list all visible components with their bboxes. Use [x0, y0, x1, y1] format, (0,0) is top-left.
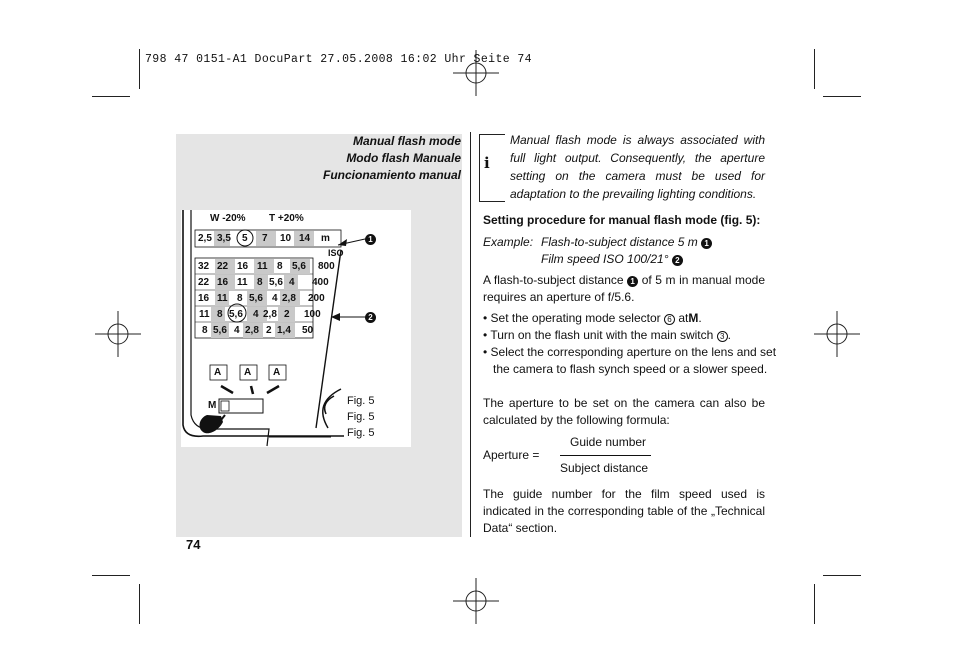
mode-button-label: A [244, 367, 252, 378]
zoom-tele-label: T +20% [269, 213, 304, 224]
example-label: Example: [483, 235, 534, 249]
switch-label-m: M [208, 400, 217, 411]
iso-value: 200 [308, 293, 325, 304]
mode-m: M [688, 311, 699, 325]
distance-unit: m [321, 233, 330, 244]
bullet-end: . [698, 311, 702, 325]
mode-button-label: A [214, 367, 222, 378]
formula-intro: The aperture to be set on the camera can also be calculated by the following formula: [483, 396, 765, 427]
distance-cell: 14 [299, 233, 311, 244]
aperture-cell: 11 [217, 293, 228, 304]
aperture-cell: 8 [202, 325, 208, 336]
aperture-cell: 16 [237, 261, 249, 272]
example-distance-text: Flash-to-subject distance 5 m [541, 235, 698, 249]
bullet-main-switch [483, 327, 731, 344]
info-icon: i [484, 154, 490, 172]
mode-button-label: A [273, 367, 281, 378]
formula-numerator: Guide number [570, 435, 647, 449]
aperture-cell: 2 [266, 325, 272, 336]
aperture-cell: 8 [237, 293, 243, 304]
iso-value: 100 [304, 309, 321, 320]
aperture-cell: 2,8 [245, 325, 259, 336]
aperture-cell: 5,6 [292, 261, 306, 272]
callout-1-badge: 1 [365, 234, 376, 245]
callout-2-badge: 2 [365, 312, 376, 323]
bullet-aperture-line-1: • Select the corresponding aperture on the lens and set [483, 345, 777, 359]
aperture-cell: 22 [217, 261, 229, 272]
distance-badge: 1 [701, 238, 712, 249]
distance-cell: 7 [262, 233, 268, 244]
figure-caption: Fig. 5 [347, 427, 375, 439]
distance-cell: 10 [280, 233, 292, 244]
paragraph-aperture-requirement [483, 272, 765, 306]
aperture-cell: 4 [272, 293, 278, 304]
aperture-cell: 11 [237, 277, 248, 288]
aperture-cell: 4 [234, 325, 240, 336]
example-line-1 [541, 234, 712, 251]
registration-mark-right [814, 311, 860, 357]
aperture-cell: 4 [253, 309, 259, 320]
aperture-cell: 22 [198, 277, 210, 288]
zoom-wide-label: W -20% [210, 213, 246, 224]
registration-mark-bottom [453, 578, 499, 624]
aperture-cell: 5,6 [229, 309, 243, 320]
para-distance-badge: 1 [627, 276, 638, 287]
bullet-operating-mode [483, 310, 702, 327]
registration-mark-left [95, 311, 141, 357]
closing-paragraph: The guide number for the film speed used is indicated in the corresponding table of the „Technical Data“ section. [483, 487, 765, 535]
title-spanish: Funcionamiento manual [322, 168, 461, 182]
aperture-cell: 2 [284, 309, 290, 320]
aperture-cell: 32 [198, 261, 210, 272]
distance-cell: 3,5 [217, 233, 231, 244]
bullet-text: • Set the operating mode selector [483, 311, 661, 325]
iso-badge: 2 [672, 255, 683, 266]
figure-caption: Fig. 5 [347, 395, 375, 407]
figure-caption: Fig. 5 [347, 411, 375, 423]
procedure-heading: Setting procedure for manual flash mode (fig. 5): [483, 213, 761, 227]
switch-number: 3 [717, 331, 728, 342]
aperture-cell: 5,6 [269, 277, 283, 288]
bullet-aperture-line-2: the camera to flash synch speed or a slower speed. [493, 362, 768, 376]
iso-value: 50 [302, 325, 314, 336]
title-english: Manual flash mode [352, 134, 461, 148]
para-text-start: A flash-to-subject distance [483, 273, 624, 287]
aperture-cell: 16 [198, 293, 210, 304]
distance-cell: 2,5 [198, 233, 212, 244]
aperture-cell: 4 [289, 277, 295, 288]
aperture-cell: 8 [257, 277, 263, 288]
selector-number: 6 [664, 314, 675, 325]
title-italian: Modo flash Manuale [346, 151, 461, 165]
iso-value: 800 [318, 261, 335, 272]
figure-5 [181, 210, 411, 447]
example-line-2 [541, 251, 683, 268]
formula-lhs: Aperture = [483, 448, 540, 462]
bullet-text-mid: at [678, 311, 689, 325]
fraction-bar [560, 455, 651, 456]
print-header: 798 47 0151-A1 DocuPart 27.05.2008 16:02 Uhr Seite 74 [145, 53, 532, 66]
aperture-cell: 5,6 [213, 325, 227, 336]
aperture-cell: 2,8 [263, 309, 277, 320]
aperture-cell: 11 [257, 261, 268, 272]
bullet-end: . [727, 328, 732, 342]
formula-denominator: Subject distance [560, 461, 649, 475]
aperture-cell: 8 [217, 309, 223, 320]
iso-value: 400 [312, 277, 329, 288]
aperture-cell: 11 [199, 309, 210, 320]
aperture-cell: 16 [217, 277, 229, 288]
page-number: 74 [186, 537, 201, 552]
aperture-cell: 5,6 [249, 293, 263, 304]
para-text-end: of 5 m in manual mode requires an aperture of f/5.6. [483, 273, 765, 304]
aperture-cell: 2,8 [282, 293, 296, 304]
example-iso-text: Film speed ISO 100/21° [541, 252, 669, 266]
info-box [479, 134, 505, 202]
aperture-cell: 1,4 [277, 325, 291, 336]
aperture-cell: 8 [277, 261, 283, 272]
info-note: Manual flash mode is always associated with full light output. Consequently, the aperture setting on the camera must be used for adaptation to the prevailing lighting conditions. [510, 133, 765, 201]
iso-label: ISO [328, 248, 344, 258]
distance-cell: 5 [242, 233, 248, 244]
bullet-text: • Turn on the flash unit with the main switch [483, 328, 714, 342]
column-divider [470, 132, 471, 537]
